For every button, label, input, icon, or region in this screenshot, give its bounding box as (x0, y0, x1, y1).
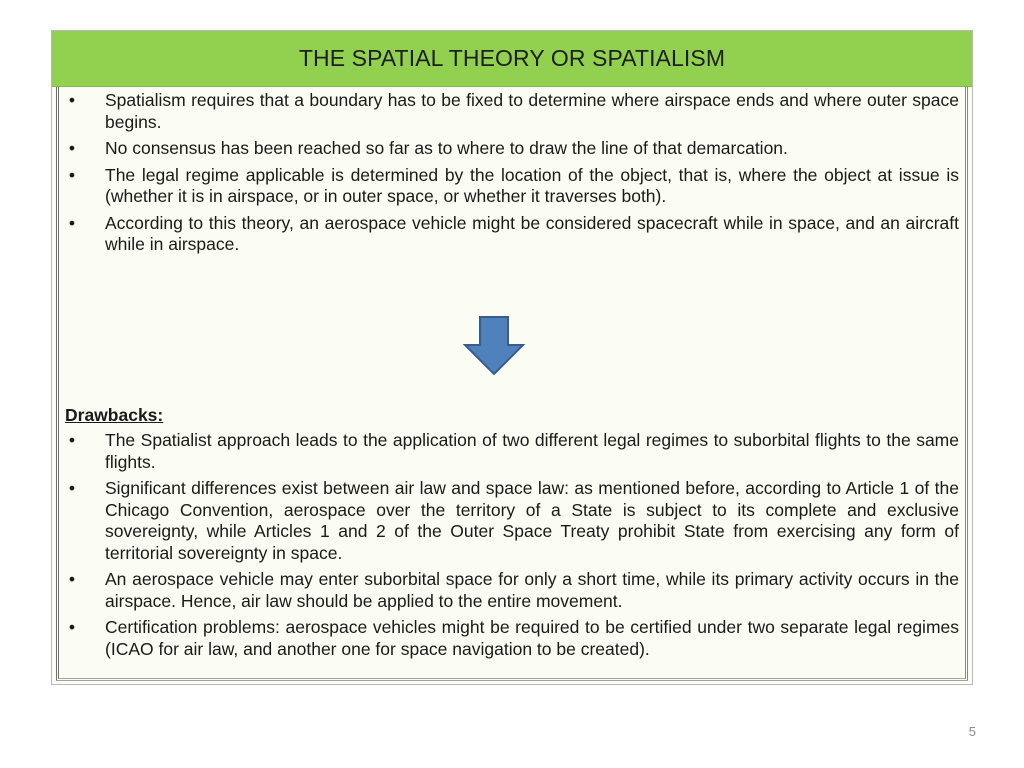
point-text: The legal regime applicable is determined by the location of the object, that is, where the object at issue is (whether it is in airspace, or in outer space, or whether it traverses both). (105, 164, 959, 206)
point-text: Spatialism requires that a boundary has to be fixed to determine where airspace ends and where outer space begins. (105, 90, 959, 132)
drawbacks-heading: Drawbacks: (65, 405, 164, 425)
page-number: 5 (968, 724, 976, 739)
drawbacks-list (59, 430, 965, 665)
point-text: According to this theory, an aerospace vehicle might be considered spacecraft while in space, and an aircraft while in airspace. (105, 212, 959, 254)
list-item (59, 617, 965, 660)
bullet-icon: • (68, 90, 76, 110)
bullet-icon: • (68, 212, 76, 233)
drawback-text: Certification problems: aerospace vehicles might be required to be certified under two separate legal regimes (ICAO for air law, and another one for space navigation to be created). (105, 617, 959, 659)
title-bar (52, 31, 972, 87)
down-arrow-shape (465, 317, 523, 374)
drawback-text: Significant differences exist between air law and space law: as mentioned before, according to Article 1 of the Chicago Convention, aerospace over the territory of a State is subject to its complete and exclusive sovereignty, while Articles 1 and 2 of the Outer Space Treaty prohibit State from exercising any form of territorial sovereignty in space. (105, 478, 959, 563)
point-text: No consensus has been reached so far as to where to draw the line of that demarcation. (105, 138, 788, 158)
bullet-icon: • (68, 569, 76, 589)
bullet-icon: • (68, 430, 76, 450)
list-item (59, 138, 965, 160)
drawback-text: An aerospace vehicle may enter suborbital space for only a short time, while its primary activity occurs in the airspace. Hence, air law should be applied to the entire movement. (105, 569, 959, 611)
list-item (59, 478, 965, 564)
list-item (59, 213, 965, 256)
bullet-icon: • (68, 478, 76, 498)
drawback-text: The Spatialist approach leads to the application of two different legal regimes to suborbital flights to the same flights. (105, 430, 959, 472)
list-item (59, 569, 965, 612)
list-item (59, 430, 965, 473)
content-box (56, 87, 968, 681)
bullet-icon: • (68, 138, 76, 158)
bullet-icon: • (68, 617, 76, 637)
bullet-icon: • (68, 164, 76, 185)
list-item (59, 90, 965, 133)
slide-title: THE SPATIAL THEORY OR SPATIALISM (298, 45, 726, 71)
down-arrow-icon (462, 315, 526, 377)
list-item (59, 165, 965, 208)
slide-frame (51, 30, 973, 685)
points-list (59, 90, 965, 261)
